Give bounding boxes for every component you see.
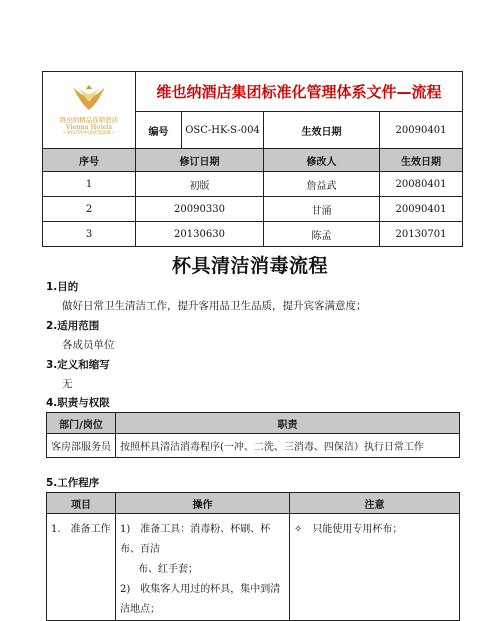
revision-col-effective: 生效日期 xyxy=(380,149,463,172)
code-label: 编号 xyxy=(136,112,182,149)
procedure-op-line: 2) 收集客人用过的杯具，集中到清洁地点； xyxy=(120,584,281,615)
vienna-crest-icon xyxy=(69,84,109,114)
procedure-heading: 5.工作程序 xyxy=(46,477,100,489)
effective-date-label: 生效日期 xyxy=(264,112,380,149)
revision-row xyxy=(43,197,463,222)
logo-chinese-name: 维也纳精品连锁酒店 xyxy=(59,115,119,124)
revision-col-no: 序号 xyxy=(43,149,136,172)
table-row xyxy=(47,434,460,458)
code-value: OSC-HK-S-004 xyxy=(182,112,264,149)
revision-date: 20130630 xyxy=(136,222,264,247)
hotel-logo xyxy=(43,72,136,149)
document-title: 杯具清洁消毒流程 xyxy=(171,255,328,277)
procedure-table xyxy=(46,492,460,621)
definitions-text: 无 xyxy=(62,378,73,390)
revision-editor: 詹益武 xyxy=(264,172,380,197)
procedure-ops xyxy=(116,514,290,621)
duties-col-resp: 职责 xyxy=(116,413,460,434)
procedure-col-note: 注意 xyxy=(290,493,460,514)
revision-row xyxy=(43,172,463,197)
system-title: 维也纳酒店集团标准化管理体系文件—流程 xyxy=(136,72,463,112)
procedure-item xyxy=(47,514,116,621)
revision-row xyxy=(43,222,463,247)
purpose-heading: 1.目的 xyxy=(46,281,79,293)
procedure-op-line: 1) 准备工具：消毒粉、杯刷、杯布、百洁 xyxy=(120,524,271,555)
logo-tagline: —VCCTV中国优选品牌— xyxy=(62,130,116,136)
effective-date-value: 20090401 xyxy=(380,112,463,149)
definitions-heading: 3.定义和缩写 xyxy=(46,359,110,371)
procedure-col-item: 项目 xyxy=(47,493,116,514)
revision-col-date: 修订日期 xyxy=(136,149,264,172)
revision-editor: 陈孟 xyxy=(264,222,380,247)
scope-text: 各成员单位 xyxy=(62,339,115,351)
procedure-col-ops: 操作 xyxy=(116,493,290,514)
revision-no: 3 xyxy=(43,222,136,247)
revision-no: 1 xyxy=(43,172,136,197)
revision-date: 20090330 xyxy=(136,197,264,222)
procedure-op-line: 布、红手套； xyxy=(138,564,198,575)
revision-col-editor: 修改人 xyxy=(264,149,380,172)
duties-heading: 4.职责与权限 xyxy=(46,397,110,409)
revision-effective: 20090401 xyxy=(380,197,463,222)
revision-effective: 20130701 xyxy=(380,222,463,247)
revision-date: 初版 xyxy=(136,172,264,197)
procedure-note xyxy=(290,514,460,621)
duties-table xyxy=(46,412,460,458)
purpose-text: 做好日常卫生清洁工作，提升客用品卫生品质，提升宾客满意度； xyxy=(62,300,367,312)
duties-col-dept: 部门/岗位 xyxy=(47,413,116,434)
table-row xyxy=(47,514,460,621)
revision-effective: 20080401 xyxy=(380,172,463,197)
duties-resp: 按照杯具清洁消毒程序(一冲、二洗、三消毒、四保洁）执行日常工作 xyxy=(116,434,460,458)
revision-no: 2 xyxy=(43,197,136,222)
document-header-table xyxy=(42,71,463,247)
duties-dept: 客房部服务员 xyxy=(47,434,116,458)
logo-english-name: Vienna Hotels xyxy=(65,122,113,131)
revision-editor: 甘涌 xyxy=(264,197,380,222)
scope-heading: 2.适用范围 xyxy=(46,320,100,332)
procedure-item-text: 1. 准备工作 xyxy=(51,524,111,535)
procedure-note-text: ✧ 只能使用专用杯布； xyxy=(294,524,403,535)
